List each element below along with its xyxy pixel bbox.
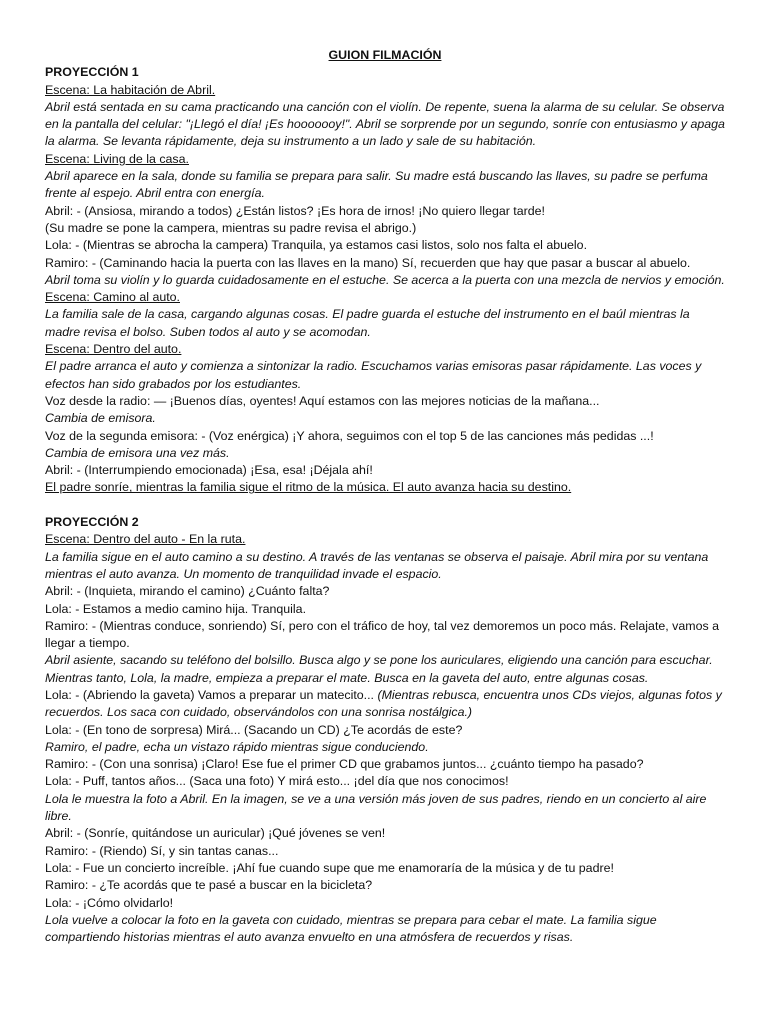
- stage-direction: Cambia de emisora.: [45, 411, 156, 426]
- scene-heading: Escena: La habitación de Abril.: [45, 82, 216, 97]
- inline-stage-direction: (Mientras rebusca, encuentra unos CDs viejos, algunas fotos y recuerdos. Los saca con cuidado, observándolos con una sonrisa nostálgica.): [45, 687, 722, 720]
- dialogue-text: Lola: - (Abriendo la gaveta) Vamos a preparar un matecito...: [45, 687, 378, 702]
- dialogue-line: Ramiro: - (Riendo) Sí, y sin tantas canas...: [45, 843, 279, 858]
- dialogue-line: Lola: - (Mientras se abrocha la campera) Tranquila, ya estamos casi listos, solo nos falta el abuelo.: [45, 238, 588, 253]
- dialogue-line: Abril: - (Inquieta, mirando el camino) ¿Cuánto falta?: [45, 584, 330, 599]
- stage-direction: La familia sigue en el auto camino a su destino. A través de las ventanas se observa el paisaje. Abril mira por su ventana mientras el auto avanza. Un momento de tranquilidad invade el espacio.: [45, 549, 709, 581]
- stage-direction: Abril está sentada en su cama practicando una canción con el violín. De repente, suena la alarma de su celular. Se observa en la pantalla del celular: "¡Llegó el día! ¡Es hooooooy!". Abril se sorprende por un segundo, sonríe con entusiasmo y apaga la alarma. Se levanta rápidamente, deja su instrumento a un lado y sale de su habitación.: [45, 99, 725, 149]
- dialogue-line: Lola: - (En tono de sorpresa) Mirá... (Sacando un CD) ¿Te acordás de este?: [45, 722, 463, 737]
- dialogue-line: Lola: - Estamos a medio camino hija. Tranquila.: [45, 601, 307, 616]
- scene-heading: El padre sonríe, mientras la familia sigue el ritmo de la música. El auto avanza hacia su destino.: [45, 480, 572, 495]
- stage-direction: Ramiro, el padre, echa un vistazo rápido mientras sigue conduciendo.: [45, 739, 429, 754]
- dialogue-line: Abril: - (Sonríe, quitándose un auricular) ¡Qué jóvenes se ven!: [45, 826, 386, 841]
- dialogue-line: Ramiro: - (Mientras conduce, sonriendo) Sí, pero con el tráfico de hoy, tal vez demoremos un poco más. Relajate, vamos a llegar a tiempo.: [45, 618, 719, 651]
- stage-direction: Cambia de emisora una vez más.: [45, 445, 230, 460]
- dialogue-line: Ramiro: - (Caminando hacia la puerta con las llaves en la mano) Sí, recuerden que hay que pasar a buscar al abuelo.: [45, 255, 691, 270]
- stage-direction: Lola le muestra la foto a Abril. En la imagen, se ve a una versión más joven de sus padres, riendo en un concierto al aire libre.: [45, 791, 707, 824]
- stage-direction: La familia sale de la casa, cargando algunas cosas. El padre guarda el estuche del instrumento en el baúl mientras la madre revisa el bolso. Suben todos al auto y se acomodan.: [45, 307, 690, 339]
- section-spacer: [45, 497, 725, 514]
- stage-direction: Abril toma su violín y lo guarda cuidadosamente en el estuche. Se acerca a la puerta con una mezcla de nervios y emoción.: [45, 272, 725, 287]
- dialogue-line: Voz desde la radio: — ¡Buenos días, oyentes! Aquí estamos con las mejores noticias de la mañana...: [45, 393, 600, 408]
- dialogue-line: Lola: - Fue un concierto increíble. ¡Ahí fue cuando supe que me enamoraría de la música y de tu padre!: [45, 860, 614, 875]
- dialogue-line: Lola: - ¡Cómo olvidarlo!: [45, 895, 174, 910]
- script-body: [45, 64, 725, 946]
- section-heading: PROYECCIÓN 2: [45, 515, 139, 530]
- stage-direction: Lola vuelve a colocar la foto en la gaveta con cuidado, mientras se prepara para cebar el mate. La familia sigue compartiendo historias mientras el auto avanza envuelto en una atmósfera de recuerdos y risas.: [45, 912, 657, 945]
- scene-heading: Escena: Dentro del auto - En la ruta.: [45, 532, 246, 547]
- dialogue-line: Ramiro: - ¿Te acordás que te pasé a buscar en la bicicleta?: [45, 878, 373, 893]
- dialogue-line: [45, 687, 725, 722]
- scene-heading: Escena: Dentro del auto.: [45, 342, 182, 357]
- dialogue-line: (Su madre se pone la campera, mientras su padre revisa el abrigo.): [45, 220, 417, 235]
- dialogue-line: Lola: - Puff, tantos años... (Saca una foto) Y mirá esto... ¡del día que nos conocimos!: [45, 774, 509, 789]
- stage-direction: Abril asiente, sacando su teléfono del bolsillo. Busca algo y se pone los auriculares, eligiendo una canción para escuchar. Mientras tanto, Lola, la madre, empieza a preparar el mate. Busca en la gaveta del auto, entre algunas cosas.: [45, 653, 713, 685]
- scene-heading: Escena: Camino al auto.: [45, 290, 180, 305]
- dialogue-line: Abril: - (Ansiosa, mirando a todos) ¿Están listos? ¡Es hora de irnos! ¡No quiero llegar tarde!: [45, 203, 545, 218]
- dialogue-line: Ramiro: - (Con una sonrisa) ¡Claro! Ese fue el primer CD que grabamos juntos... ¿cuánto tiempo ha pasado?: [45, 757, 644, 772]
- dialogue-line: Voz de la segunda emisora: - (Voz enérgica) ¡Y ahora, seguimos con el top 5 de las canciones más pedidas ...!: [45, 428, 654, 443]
- stage-direction: El padre arranca el auto y comienza a sintonizar la radio. Escuchamos varias emisoras pasar rápidamente. Las voces y efectos han sido grabados por los estudiantes.: [45, 359, 702, 391]
- stage-direction: Abril aparece en la sala, donde su familia se prepara para salir. Su madre está buscando las llaves, su padre se perfuma frente al espejo. Abril entra con energía.: [45, 169, 708, 201]
- script-page: [45, 47, 725, 946]
- scene-heading: Escena: Living de la casa.: [45, 151, 189, 166]
- dialogue-line: Abril: - (Interrumpiendo emocionada) ¡Esa, esa! ¡Déjala ahí!: [45, 463, 373, 478]
- section-heading: PROYECCIÓN 1: [45, 65, 139, 80]
- document-title: GUION FILMACIÓN: [328, 48, 442, 62]
